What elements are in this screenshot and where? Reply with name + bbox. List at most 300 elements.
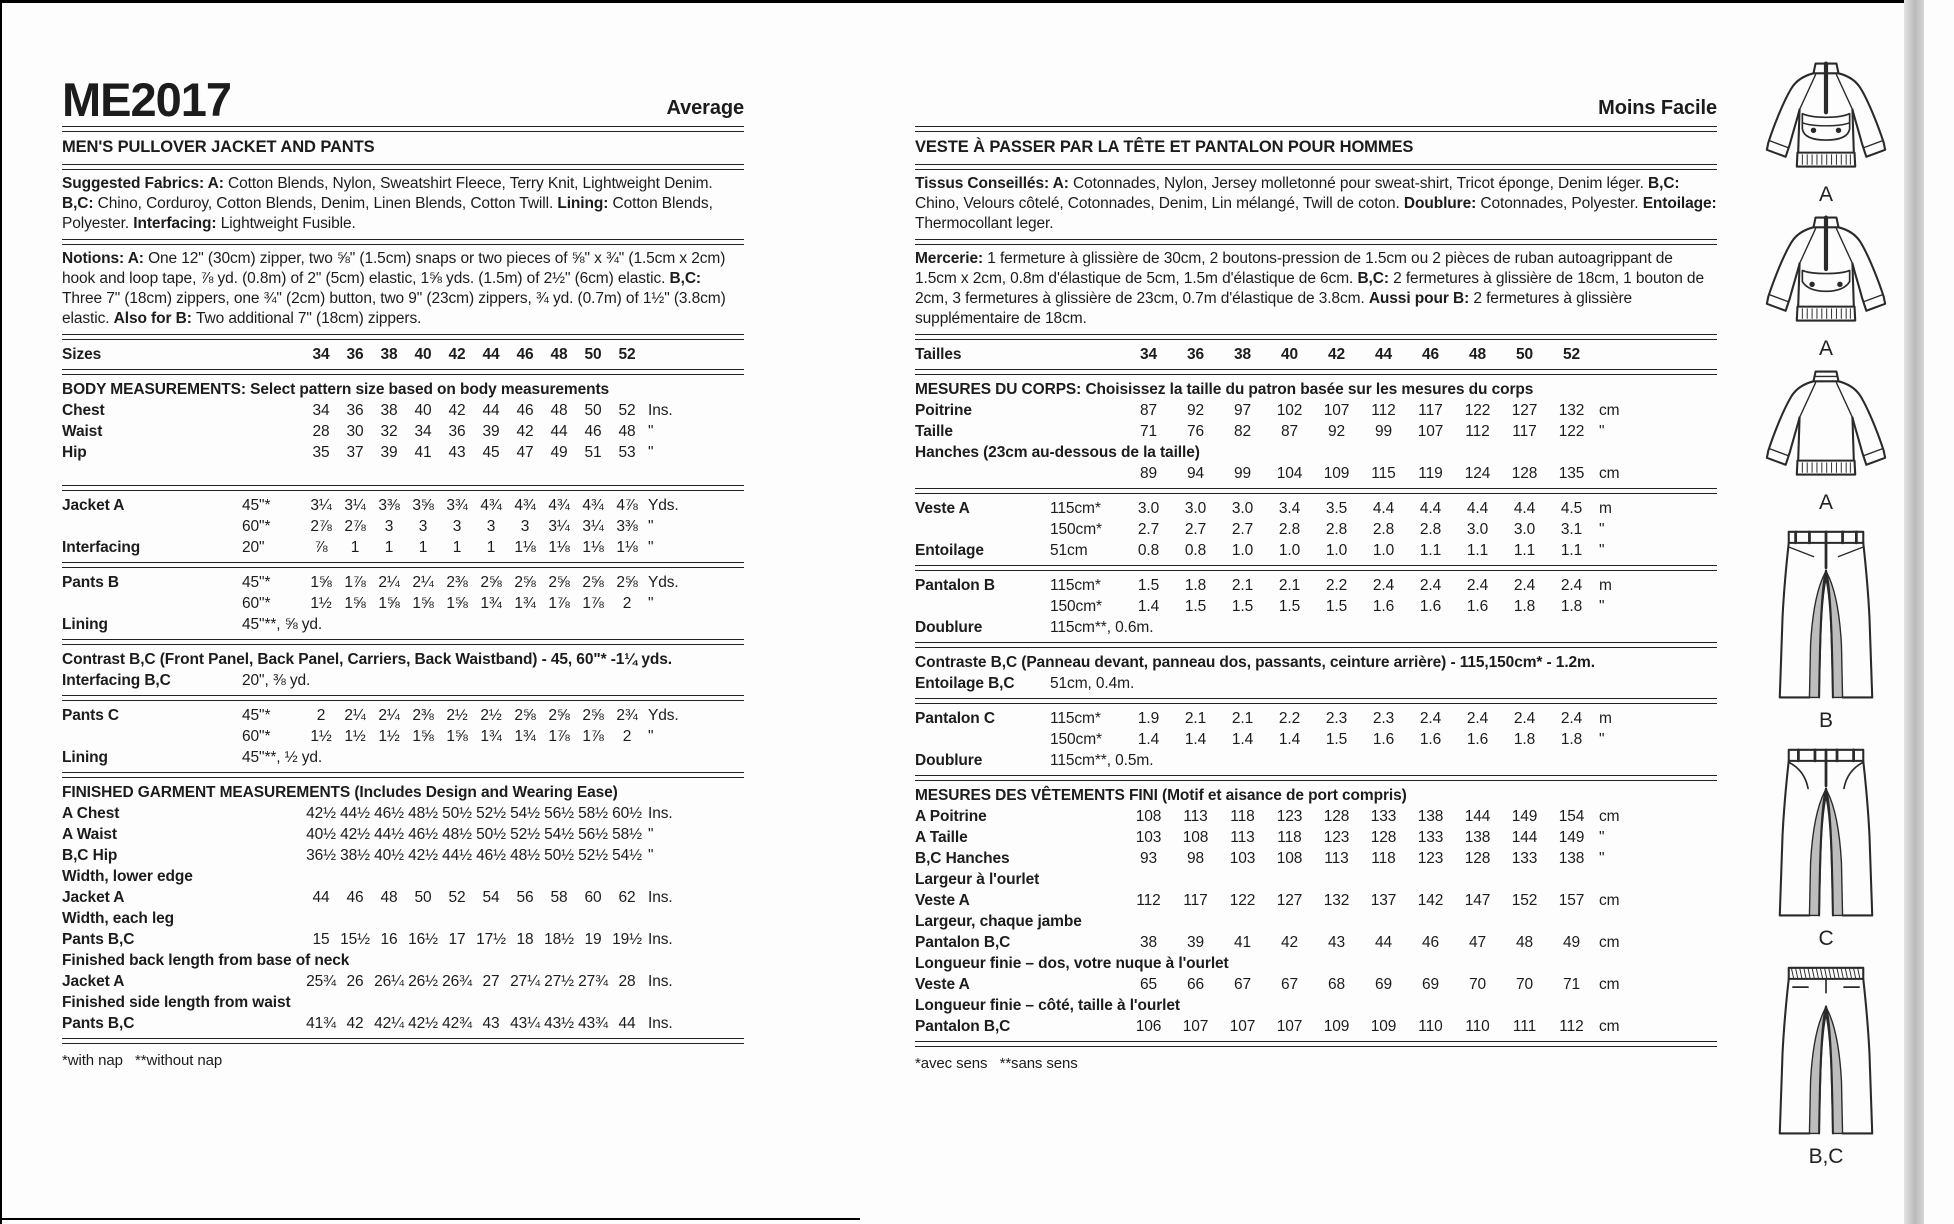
text-segment: 2 fermetures à glissière supplémentaire de 18cm. <box>915 290 1633 327</box>
fabric-width: 115cm**, 0.6m. <box>1050 619 1154 636</box>
size-value-34: 41¾ <box>306 1015 336 1032</box>
text-segment: Aussi pour B: <box>1368 290 1474 307</box>
size-value-48: 4.4 <box>1466 500 1489 517</box>
size-value-34: 87 <box>1139 402 1158 419</box>
table-row <box>915 344 1717 365</box>
size-value-48: 124 <box>1464 465 1491 482</box>
unit-label: " <box>648 539 654 556</box>
text-segment: Lightweight Fusible. <box>220 215 356 232</box>
size-value-46: 1.6 <box>1419 598 1442 615</box>
size-value-42: 113 <box>1324 850 1349 867</box>
size-value-44: 1.0 <box>1372 542 1395 559</box>
size-value-40: 1⅝ <box>412 728 434 745</box>
size-value-44: 115 <box>1371 465 1396 482</box>
size-value-36: 108 <box>1182 829 1209 846</box>
table-row <box>62 670 744 691</box>
unit-label: " <box>648 518 654 535</box>
unit-label: Ins. <box>648 402 673 419</box>
size-value-46: 18 <box>516 931 534 948</box>
contraste-section <box>915 652 1717 694</box>
size-value-34: 1.9 <box>1137 710 1160 727</box>
unit-label: " <box>648 826 654 843</box>
divider-rule <box>915 334 1717 340</box>
fabric-width: 51cm <box>1050 542 1088 559</box>
text-segment: A: <box>207 175 229 192</box>
size-value-34: 103 <box>1135 829 1162 846</box>
size-value-40: 41 <box>414 444 432 461</box>
size-value-44: 133 <box>1370 808 1397 825</box>
size-value-50: 70 <box>1515 976 1534 993</box>
unit-label: " <box>648 847 654 864</box>
pattern-number: ME2017 <box>62 73 232 126</box>
size-value-52: 135 <box>1558 465 1585 482</box>
size-value-34: 1.4 <box>1137 598 1160 615</box>
table-row <box>62 537 744 558</box>
size-value-48: 54½ <box>544 826 574 843</box>
size-value-38: 2.7 <box>1231 521 1254 538</box>
row-label: Pantalon C <box>915 710 995 727</box>
row-label: Veste A <box>915 500 970 517</box>
unit-label: Yds. <box>648 574 679 591</box>
size-value-44: 44 <box>1374 934 1393 951</box>
table-row <box>915 379 1717 400</box>
row-label: A Waist <box>62 826 117 843</box>
size-value-36: 2⅞ <box>344 518 366 535</box>
body-measurements-table <box>62 379 744 463</box>
size-value-42: 17 <box>448 931 466 948</box>
size-value-46: 107 <box>1417 423 1444 440</box>
divider-rule <box>915 565 1717 571</box>
size-value-46: 46 <box>1421 346 1440 363</box>
size-value-38: 82 <box>1233 423 1252 440</box>
size-value-46: 4.4 <box>1419 500 1442 517</box>
size-value-42: 42 <box>448 346 466 363</box>
size-value-50: 27¾ <box>578 973 608 990</box>
size-value-50: 1.1 <box>1513 542 1536 559</box>
size-value-46: 123 <box>1417 850 1444 867</box>
row-label: MESURES DU CORPS: Choisissez la taille du patron basée sur les mesures du corps <box>915 381 1534 398</box>
size-value-34: 1.5 <box>1137 577 1160 594</box>
size-value-34: 15 <box>312 931 330 948</box>
divider-rule <box>62 772 744 778</box>
size-value-38: 46½ <box>374 805 404 822</box>
pants-bc-back-elastic-illustration <box>1757 956 1895 1148</box>
size-value-42: 1.5 <box>1325 731 1348 748</box>
size-value-36: 2.1 <box>1184 710 1207 727</box>
size-value-48: 4¾ <box>548 497 570 514</box>
scan-edge-bottom <box>0 1218 860 1220</box>
size-value-42: 52 <box>448 889 466 906</box>
size-value-38: 1⅝ <box>378 595 400 612</box>
text-segment: Interfacing: <box>133 215 221 232</box>
size-value-48: 48 <box>550 346 568 363</box>
size-value-44: 137 <box>1370 892 1397 909</box>
size-value-40: 46½ <box>408 826 438 843</box>
size-value-34: ⅞ <box>314 539 328 556</box>
size-value-36: 1½ <box>344 728 366 745</box>
unit-label: " <box>1599 731 1605 748</box>
size-value-40: 50 <box>414 889 432 906</box>
size-value-34: 42½ <box>306 805 336 822</box>
size-value-34: 3¼ <box>310 497 332 514</box>
size-value-40: 3.4 <box>1278 500 1301 517</box>
size-value-46: 2⅝ <box>514 707 536 724</box>
size-value-48: 49 <box>550 444 568 461</box>
table-row <box>62 803 744 824</box>
size-value-40: 104 <box>1276 465 1303 482</box>
size-value-48: 3¼ <box>548 518 570 535</box>
size-value-52: 3⅜ <box>616 518 638 535</box>
size-value-48: 70 <box>1468 976 1487 993</box>
text-segment: Cotonnades, Polyester. <box>1480 195 1643 212</box>
size-value-48: 47 <box>1468 934 1487 951</box>
row-label: Width, each leg <box>62 910 175 927</box>
size-value-38: 40½ <box>374 847 404 864</box>
size-value-50: 58½ <box>578 805 608 822</box>
pants-b-front-illustration <box>1757 520 1895 712</box>
size-value-44: 112 <box>1371 402 1396 419</box>
size-value-36: 1.4 <box>1184 731 1207 748</box>
size-value-50: 1⅛ <box>582 539 604 556</box>
size-value-42: 2½ <box>446 707 468 724</box>
size-value-52: 3.1 <box>1560 521 1583 538</box>
fabric-width: 45"* <box>242 574 271 591</box>
size-value-36: 3.0 <box>1184 500 1207 517</box>
unit-label: Ins. <box>648 973 673 990</box>
size-value-46: 1¾ <box>514 595 536 612</box>
size-value-46: 46 <box>1421 934 1440 951</box>
size-value-40: 127 <box>1276 892 1303 909</box>
size-value-40: 42½ <box>408 1015 438 1032</box>
unit-label: cm <box>1599 402 1620 419</box>
size-value-42: 1 <box>452 539 462 556</box>
size-value-38: 67 <box>1233 976 1252 993</box>
size-value-38: 2¼ <box>378 574 400 591</box>
text-segment: One 12" (30cm) zipper, two ⅝" (1.5cm) snaps or two pieces of ⅝" x ¾" (1.5cm x 2cm) hook and loop tape, ⅞ yd. (0.8m) of 2" (5cm) elastic, 1⅝ yds. (1.5m) of 2½" (6cm) elastic. <box>62 250 726 287</box>
view-label: C <box>1818 927 1834 950</box>
text-segment: Cotonnades, Nylon, Jersey molletonné pour sweat-shirt, Tricot éponge, Denim léger. <box>1073 175 1649 192</box>
size-value-34: 38 <box>1139 934 1158 951</box>
table-row <box>62 572 744 593</box>
text-segment: Entoilage: <box>1642 195 1717 212</box>
text-segment: Notions: <box>62 250 128 267</box>
size-value-40: 123 <box>1276 808 1303 825</box>
table-row <box>915 932 1717 953</box>
table-row <box>915 617 1717 638</box>
unit-label: Ins. <box>648 931 673 948</box>
scan-edge-left <box>0 0 2 1224</box>
mesures-du-corps-table <box>915 379 1717 484</box>
size-value-48: 112 <box>1465 423 1490 440</box>
row-label: Hanches (23cm au-dessous de la taille) <box>915 444 1200 461</box>
size-value-40: 3 <box>418 518 428 535</box>
sizes-row-english <box>62 344 744 365</box>
size-value-36: 113 <box>1183 808 1208 825</box>
row-label: Veste A <box>915 892 970 909</box>
size-value-48: 1⅞ <box>548 595 570 612</box>
size-value-46: 42 <box>516 423 534 440</box>
size-value-36: 1⅝ <box>344 595 366 612</box>
size-value-44: 2.4 <box>1372 577 1395 594</box>
row-label: A Chest <box>62 805 120 822</box>
size-value-48: 27½ <box>544 973 574 990</box>
size-value-36: 1.8 <box>1184 577 1207 594</box>
size-value-34: 2 <box>316 707 326 724</box>
table-row <box>62 1013 744 1034</box>
size-value-42: 2⅜ <box>446 574 468 591</box>
size-value-44: 54 <box>482 889 500 906</box>
size-value-52: 112 <box>1559 1018 1584 1035</box>
size-value-44: 118 <box>1371 850 1396 867</box>
fabric-width: 20" <box>242 539 265 556</box>
fabric-width: 60"* <box>242 595 271 612</box>
table-row <box>62 971 744 992</box>
table-row <box>915 652 1717 673</box>
size-value-42: 3 <box>452 518 462 535</box>
unit-label: " <box>648 595 654 612</box>
size-value-44: 27 <box>482 973 500 990</box>
view-bc-figure <box>1757 956 1895 1168</box>
size-value-42: 43 <box>1327 934 1346 951</box>
table-row <box>62 516 744 537</box>
size-value-42: 68 <box>1327 976 1346 993</box>
suggested-fabrics-paragraph <box>62 174 744 234</box>
row-label: Entoilage <box>915 542 984 559</box>
size-value-48: 144 <box>1464 808 1491 825</box>
size-value-46: 46 <box>516 402 534 419</box>
divider-rule <box>915 775 1717 781</box>
size-value-48: 138 <box>1464 829 1491 846</box>
size-value-48: 110 <box>1465 1018 1490 1035</box>
size-value-46: 117 <box>1418 402 1443 419</box>
size-value-48: 43½ <box>544 1015 574 1032</box>
size-value-42: 36 <box>448 423 466 440</box>
size-value-38: 113 <box>1230 829 1255 846</box>
size-value-38: 3 <box>384 518 394 535</box>
size-value-48: 122 <box>1464 402 1491 419</box>
size-value-36: 107 <box>1182 1018 1209 1035</box>
row-label: Entoilage B,C <box>915 675 1015 692</box>
size-value-44: 1 <box>486 539 496 556</box>
row-label: Pants B <box>62 574 120 591</box>
row-label: Interfacing <box>62 539 141 556</box>
divider-rule <box>915 1041 1717 1047</box>
size-value-40: 2.2 <box>1278 710 1301 727</box>
size-value-34: 36½ <box>306 847 336 864</box>
size-value-36: 36 <box>346 346 364 363</box>
text-segment: Cotton Blends, Polyester. <box>62 195 713 232</box>
size-value-50: 3¼ <box>582 518 604 535</box>
table-row <box>62 992 744 1013</box>
table-row <box>915 729 1717 750</box>
size-value-40: 3⅝ <box>412 497 434 514</box>
size-value-36: 15½ <box>340 931 370 948</box>
size-value-42: 43 <box>448 444 466 461</box>
difficulty-french: Moins Facile <box>1598 97 1717 119</box>
size-value-48: 3.0 <box>1466 521 1489 538</box>
size-value-42: 109 <box>1323 465 1350 482</box>
size-value-38: 38 <box>1233 346 1252 363</box>
size-value-42: 50½ <box>442 805 472 822</box>
size-value-40: 48½ <box>408 805 438 822</box>
size-value-38: 2.1 <box>1231 577 1254 594</box>
size-value-40: 1.0 <box>1278 542 1301 559</box>
english-column <box>62 70 744 1084</box>
size-value-36: 36 <box>1186 346 1205 363</box>
view-c-figure <box>1757 738 1895 950</box>
garment-title-french: VESTE À PASSER PAR LA TÊTE ET PANTALON POUR HOMMES <box>915 138 1414 156</box>
text-segment: Chino, Corduroy, Cotton Blends, Denim, Linen Blends, Cotton Twill. <box>97 195 558 212</box>
size-value-34: 28 <box>312 423 330 440</box>
size-value-40: 2⅜ <box>412 707 434 724</box>
size-value-34: 112 <box>1136 892 1161 909</box>
size-value-50: 152 <box>1511 892 1538 909</box>
size-value-34: 71 <box>1139 423 1158 440</box>
row-label: FINISHED GARMENT MEASUREMENTS (Includes Design and Wearing Ease) <box>62 784 618 801</box>
size-value-38: 39 <box>380 444 398 461</box>
size-value-38: 41 <box>1233 934 1252 951</box>
size-value-44: 17½ <box>476 931 506 948</box>
fabric-width: 115cm* <box>1050 500 1101 517</box>
size-value-34: 65 <box>1139 976 1158 993</box>
table-row <box>915 575 1717 596</box>
size-value-44: 69 <box>1374 976 1393 993</box>
size-value-34: 34 <box>312 402 330 419</box>
unit-label: " <box>1599 598 1605 615</box>
size-value-36: 2¼ <box>344 707 366 724</box>
tissus-paragraph <box>915 174 1717 234</box>
pantalon-c-metrage-table <box>915 708 1717 771</box>
row-label: Waist <box>62 423 103 440</box>
size-value-36: 1 <box>350 539 360 556</box>
size-value-40: 107 <box>1276 1018 1303 1035</box>
size-value-50: 3.0 <box>1513 521 1536 538</box>
table-row <box>915 890 1717 911</box>
size-value-40: 26½ <box>408 973 438 990</box>
text-segment: Three 7" (18cm) zippers, one ¾" (2cm) button, two 9" (23cm) zippers, ¾ yd. (0.7m) of 1½" (3.8cm) elastic. <box>62 290 726 327</box>
size-value-44: 2½ <box>480 707 502 724</box>
size-value-38: 122 <box>1229 892 1256 909</box>
size-value-50: 2⅝ <box>582 707 604 724</box>
size-value-36: 76 <box>1186 423 1205 440</box>
view-a-figure-1 <box>1750 58 1902 206</box>
size-value-40: 2.1 <box>1278 577 1301 594</box>
size-value-34: 2.7 <box>1137 521 1160 538</box>
size-value-50: 50 <box>584 402 602 419</box>
size-value-52: 2¾ <box>616 707 638 724</box>
divider-rule <box>62 126 744 132</box>
size-value-52: 53 <box>618 444 636 461</box>
size-value-46: 1.1 <box>1419 542 1442 559</box>
table-row <box>62 593 744 614</box>
jacket-a-yardage-table <box>62 495 744 558</box>
divider-rule <box>62 485 744 491</box>
size-value-50: 4.4 <box>1513 500 1536 517</box>
size-value-46: 27¼ <box>510 973 540 990</box>
size-value-38: 107 <box>1229 1018 1256 1035</box>
size-value-34: 2⅞ <box>310 518 332 535</box>
size-value-40: 40 <box>414 346 432 363</box>
table-row <box>62 442 744 463</box>
text-segment: Two additional 7" (18cm) zippers. <box>195 310 422 327</box>
size-value-52: 62 <box>618 889 636 906</box>
table-row <box>62 705 744 726</box>
size-value-44: 1¾ <box>480 595 502 612</box>
text-segment: Chino, Velours côtelé, Cotonnades, Denim, Lin mélangé, Twill de coton. <box>915 195 1404 212</box>
size-value-48: 2⅝ <box>548 707 570 724</box>
size-value-36: 36 <box>346 402 364 419</box>
size-value-44: 44 <box>1374 346 1393 363</box>
size-value-42: 44½ <box>442 847 472 864</box>
size-value-52: 2 <box>622 595 632 612</box>
table-row <box>62 421 744 442</box>
header-english <box>62 70 744 126</box>
size-value-46: 1¾ <box>514 728 536 745</box>
pants-c-yardage-table <box>62 705 744 768</box>
row-label: Lining <box>62 616 108 633</box>
row-label: Largeur, chaque jambe <box>915 913 1082 930</box>
row-label: Largeur à l'ourlet <box>915 871 1040 888</box>
divider-rule <box>62 695 744 701</box>
table-row <box>915 785 1717 806</box>
table-row <box>62 649 744 670</box>
size-value-44: 50½ <box>476 826 506 843</box>
size-value-52: 122 <box>1558 423 1585 440</box>
size-value-42: 1.0 <box>1325 542 1348 559</box>
difficulty-english: Average <box>666 97 744 119</box>
table-row <box>915 498 1717 519</box>
size-value-52: 149 <box>1558 829 1585 846</box>
size-value-52: 52 <box>618 346 636 363</box>
size-value-38: 38 <box>380 402 398 419</box>
size-value-38: 1 <box>384 539 394 556</box>
unit-label: " <box>648 423 654 440</box>
size-value-36: 39 <box>1186 934 1205 951</box>
table-row <box>62 824 744 845</box>
size-value-42: 109 <box>1323 1018 1350 1035</box>
size-value-48: 128 <box>1464 850 1491 867</box>
text-segment: Tissus Conseillés: <box>915 175 1053 192</box>
size-value-34: 25¾ <box>306 973 336 990</box>
size-value-48: 50½ <box>544 847 574 864</box>
table-row <box>915 596 1717 617</box>
fabric-width: 150cm* <box>1050 598 1102 615</box>
size-value-46: 56 <box>516 889 534 906</box>
size-value-50: 60 <box>584 889 602 906</box>
size-value-52: 1.1 <box>1560 542 1583 559</box>
size-value-44: 2.8 <box>1372 521 1395 538</box>
size-value-34: 40½ <box>306 826 336 843</box>
size-value-52: 1⅛ <box>616 539 638 556</box>
row-label: Doublure <box>915 752 983 769</box>
table-row <box>915 827 1717 848</box>
size-value-40: 34 <box>414 423 432 440</box>
row-label: Longueur finie – côté, taille à l'ourlet <box>915 997 1180 1014</box>
size-value-52: 19½ <box>612 931 642 948</box>
jacket-a-back-plain-illustration <box>1750 366 1902 494</box>
size-value-40: 40 <box>1280 346 1299 363</box>
text-segment: B,C: <box>1357 270 1394 287</box>
table-row <box>62 400 744 421</box>
size-value-52: 52 <box>1562 346 1581 363</box>
table-row <box>915 463 1717 484</box>
size-value-34: 3.0 <box>1137 500 1160 517</box>
size-value-36: 46 <box>346 889 364 906</box>
size-value-42: 2.3 <box>1325 710 1348 727</box>
row-label: Contrast B,C (Front Panel, Back Panel, Carriers, Back Waistband) - 45, 60"* -1¼ yds. <box>62 651 672 668</box>
size-value-52: 132 <box>1558 402 1585 419</box>
size-value-42: 132 <box>1323 892 1350 909</box>
